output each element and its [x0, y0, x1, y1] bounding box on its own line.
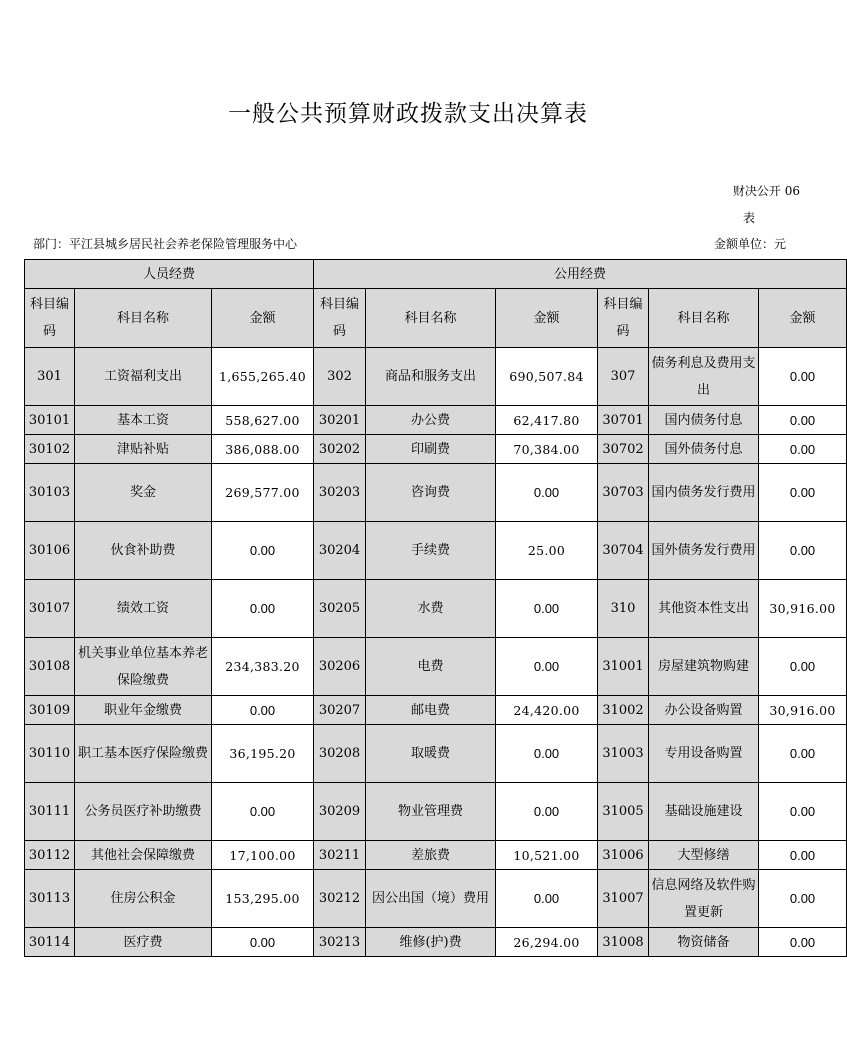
cell-amount: 30,916.00 [759, 696, 847, 725]
cell-amount: 0.00 [496, 870, 598, 928]
cell-code: 30702 [598, 435, 649, 464]
cell-amount: 386,088.00 [212, 435, 314, 464]
cell-name: 物资储备 [649, 928, 759, 957]
cell-amount: 0.00 [212, 522, 314, 580]
department-label: 部门：平江县城乡居民社会养老保险管理服务中心 [33, 237, 298, 251]
cell-name: 国内债务付息 [649, 406, 759, 435]
cell-code: 31005 [598, 783, 649, 841]
table-row [25, 841, 847, 870]
cell-amount: 26,294.00 [496, 928, 598, 957]
cell-code: 30211 [314, 841, 366, 870]
unit-label: 金额单位：元 [713, 237, 786, 251]
cell-code: 30103 [25, 464, 75, 522]
cell-amount: 0.00 [759, 928, 847, 957]
cell-amount: 0.00 [759, 406, 847, 435]
cell-name: 电费 [366, 638, 496, 696]
cell-name: 奖金 [75, 464, 212, 522]
cell-amount: 10,521.00 [496, 841, 598, 870]
cell-name: 公务员医疗补助缴费 [75, 783, 212, 841]
cell-name: 国外债务付息 [649, 435, 759, 464]
cell-name: 维修(护)费 [366, 928, 496, 957]
cell-amount: 0.00 [212, 580, 314, 638]
cell-name: 伙食补助费 [75, 522, 212, 580]
header-code: 科目编码 [25, 289, 75, 348]
cell-code: 31006 [598, 841, 649, 870]
cell-code: 307 [598, 348, 649, 406]
table-row [25, 522, 847, 580]
table-row [25, 464, 847, 522]
table-row [25, 638, 847, 696]
cell-code: 31008 [598, 928, 649, 957]
cell-code: 301 [25, 348, 75, 406]
cell-name: 医疗费 [75, 928, 212, 957]
cell-code: 30206 [314, 638, 366, 696]
cell-amount: 0.00 [496, 725, 598, 783]
cell-name: 因公出国（境）费用 [366, 870, 496, 928]
cell-amount: 1,655,265.40 [212, 348, 314, 406]
header-name: 科目名称 [75, 289, 212, 348]
cell-code: 30101 [25, 406, 75, 435]
cell-name: 津贴补贴 [75, 435, 212, 464]
cell-name: 信息网络及软件购置更新 [649, 870, 759, 928]
cell-amount: 0.00 [212, 696, 314, 725]
cell-amount: 25.00 [496, 522, 598, 580]
cell-name: 住房公积金 [75, 870, 212, 928]
cell-amount: 0.00 [496, 580, 598, 638]
cell-code: 31001 [598, 638, 649, 696]
table-row [25, 783, 847, 841]
cell-amount: 0.00 [212, 928, 314, 957]
cell-amount: 0.00 [496, 638, 598, 696]
section-personnel: 人员经费 [25, 260, 314, 289]
cell-amount: 36,195.20 [212, 725, 314, 783]
table-row [25, 870, 847, 928]
table-row [25, 928, 847, 957]
cell-name: 咨询费 [366, 464, 496, 522]
cell-code: 30102 [25, 435, 75, 464]
cell-code: 30107 [25, 580, 75, 638]
cell-code: 30201 [314, 406, 366, 435]
cell-amount: 70,384.00 [496, 435, 598, 464]
cell-code: 30205 [314, 580, 366, 638]
cell-code: 310 [598, 580, 649, 638]
cell-code: 30203 [314, 464, 366, 522]
cell-code: 302 [314, 348, 366, 406]
cell-amount: 153,295.00 [212, 870, 314, 928]
cell-code: 30113 [25, 870, 75, 928]
cell-code: 30109 [25, 696, 75, 725]
cell-name: 其他社会保障缴费 [75, 841, 212, 870]
header-amount: 金额 [212, 289, 314, 348]
table-row [25, 696, 847, 725]
cell-amount: 690,507.84 [496, 348, 598, 406]
cell-code: 30112 [25, 841, 75, 870]
cell-name: 水费 [366, 580, 496, 638]
cell-amount: 0.00 [212, 783, 314, 841]
cell-code: 31003 [598, 725, 649, 783]
cell-code: 30202 [314, 435, 366, 464]
cell-amount: 0.00 [759, 783, 847, 841]
cell-code: 30111 [25, 783, 75, 841]
header-amount: 金额 [496, 289, 598, 348]
cell-code: 30703 [598, 464, 649, 522]
cell-code: 31007 [598, 870, 649, 928]
section-public: 公用经费 [314, 260, 847, 289]
cell-code: 30204 [314, 522, 366, 580]
cell-name: 机关事业单位基本养老保险缴费 [75, 638, 212, 696]
cell-amount: 558,627.00 [212, 406, 314, 435]
cell-code: 30208 [314, 725, 366, 783]
section-header-row [25, 260, 847, 289]
cell-name: 债务利息及费用支出 [649, 348, 759, 406]
cell-amount: 0.00 [759, 725, 847, 783]
header-name: 科目名称 [366, 289, 496, 348]
cell-name: 专用设备购置 [649, 725, 759, 783]
cell-amount: 0.00 [759, 841, 847, 870]
cell-code: 30207 [314, 696, 366, 725]
cell-name: 其他资本性支出 [649, 580, 759, 638]
cell-code: 30110 [25, 725, 75, 783]
cell-code: 30114 [25, 928, 75, 957]
cell-name: 差旅费 [366, 841, 496, 870]
table-row [25, 725, 847, 783]
cell-amount: 0.00 [496, 464, 598, 522]
cell-name: 物业管理费 [366, 783, 496, 841]
cell-name: 取暖费 [366, 725, 496, 783]
cell-code: 30108 [25, 638, 75, 696]
cell-code: 30106 [25, 522, 75, 580]
cell-amount: 17,100.00 [212, 841, 314, 870]
cell-name: 大型修缮 [649, 841, 759, 870]
page-title: 一般公共预算财政拨款支出决算表 [228, 101, 588, 127]
header-code: 科目编码 [314, 289, 366, 348]
cell-code: 30704 [598, 522, 649, 580]
cell-code: 30213 [314, 928, 366, 957]
cell-amount: 0.00 [759, 348, 847, 406]
header-name: 科目名称 [649, 289, 759, 348]
cell-amount: 0.00 [759, 435, 847, 464]
cell-amount: 0.00 [759, 464, 847, 522]
column-header-row [25, 289, 847, 348]
cell-amount: 30,916.00 [759, 580, 847, 638]
cell-name: 基础设施建设 [649, 783, 759, 841]
cell-amount: 269,577.00 [212, 464, 314, 522]
cell-name: 职业年金缴费 [75, 696, 212, 725]
cell-name: 商品和服务支出 [366, 348, 496, 406]
cell-amount: 0.00 [759, 870, 847, 928]
cell-name: 工资福利支出 [75, 348, 212, 406]
cell-code: 31002 [598, 696, 649, 725]
cell-code: 30209 [314, 783, 366, 841]
cell-code: 30212 [314, 870, 366, 928]
cell-name: 手续费 [366, 522, 496, 580]
cell-name: 职工基本医疗保险缴费 [75, 725, 212, 783]
cell-name: 国内债务发行费用 [649, 464, 759, 522]
cell-name: 房屋建筑物购建 [649, 638, 759, 696]
header-code: 科目编码 [598, 289, 649, 348]
cell-amount: 0.00 [759, 522, 847, 580]
cell-name: 绩效工资 [75, 580, 212, 638]
cell-amount: 234,383.20 [212, 638, 314, 696]
cell-amount: 0.00 [759, 638, 847, 696]
form-number-suffix: 表 [742, 211, 755, 225]
cell-code: 30701 [598, 406, 649, 435]
cell-amount: 0.00 [496, 783, 598, 841]
table-row [25, 435, 847, 464]
cell-name: 印刷费 [366, 435, 496, 464]
cell-name: 办公设备购置 [649, 696, 759, 725]
cell-name: 国外债务发行费用 [649, 522, 759, 580]
expenditure-table [24, 259, 847, 957]
cell-name: 办公费 [366, 406, 496, 435]
cell-name: 邮电费 [366, 696, 496, 725]
header-amount: 金额 [759, 289, 847, 348]
cell-amount: 62,417.80 [496, 406, 598, 435]
cell-name: 基本工资 [75, 406, 212, 435]
table-row [25, 580, 847, 638]
form-number: 财决公开 06 [732, 184, 800, 198]
cell-amount: 24,420.00 [496, 696, 598, 725]
table-row [25, 406, 847, 435]
table-row [25, 348, 847, 406]
